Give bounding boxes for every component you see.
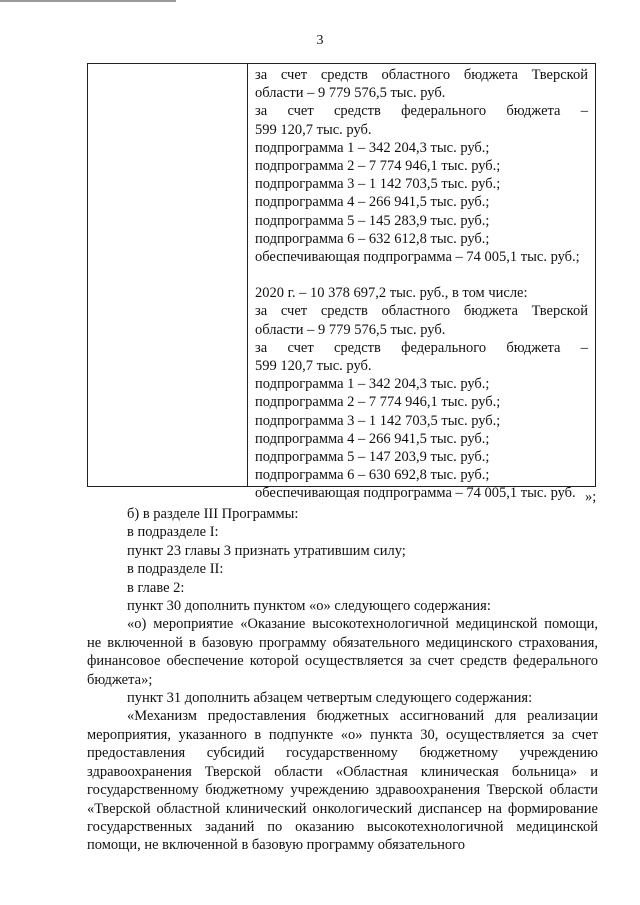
closing-quote: »; [585,489,597,505]
table-line: подпрограмма 2 – 7 774 946,1 тыс. руб.; [255,394,501,411]
table-line: подпрограмма 5 – 147 203,9 тыс. руб.; [255,448,490,465]
financing-table [87,63,596,502]
table-line: подпрограмма 5 – 145 283,9 тыс. руб.; [255,212,490,229]
paragraph-item-31: пункт 31 дополнить абзацем четвертым следующего содержания: [127,690,533,707]
scan-edge-mark [0,0,176,2]
table-right-cell [255,66,588,503]
table-line: подпрограмма 4 – 266 941,5 тыс. руб.; [255,194,490,211]
table-line: обеспечивающая подпрограмма – 74 005,1 тыс. руб.; [255,248,580,265]
paragraph-item-23: пункт 23 главы 3 признать утратившим силу; [127,542,406,559]
table-line: области – 9 779 576,5 тыс. руб. [255,321,446,338]
table-line: области – 9 779 576,5 тыс. руб. [255,85,446,102]
table-line: 599 120,7 тыс. руб. [255,358,372,374]
table-line: подпрограмма 3 – 1 142 703,5 тыс. руб.; [255,412,501,429]
page-number: 3 [316,33,324,48]
table-line: за счет средств областного бюджета Тверской [255,303,588,320]
table-line: 599 120,7 тыс. руб. [255,121,372,138]
document-body [87,505,598,855]
table-line: подпрограмма 1 – 342 204,3 тыс. руб.; [255,139,490,156]
paragraph-chapter-2: в главе 2: [127,579,185,596]
paragraph-measure-o: «о) мероприятие «Оказание высокотехнологичной медицинской помощи, не включенной в базовую программу обязательного медицинского страхования, финансовое обеспечение которой осуществляется за счет средств федерального бюджета»; [87,616,598,688]
table-line: за счет средств федерального бюджета – [255,339,588,356]
paragraph-subsection-1: в подразделе I: [127,524,219,541]
paragraph-subsection-2: в подразделе II: [127,561,224,578]
table-column-divider [247,64,248,486]
table-line: подпрограмма 4 – 266 941,5 тыс. руб.; [255,430,490,447]
table-line: подпрограмма 6 – 630 692,8 тыс. руб.; [255,467,490,484]
table-line: обеспечивающая подпрограмма – 74 005,1 тыс. руб. [255,485,576,502]
table-line: за счет средств областного бюджета Тверской [255,67,588,83]
table-line: подпрограмма 3 – 1 142 703,5 тыс. руб.; [255,176,501,193]
table-line: подпрограмма 6 – 632 612,8 тыс. руб.; [255,230,490,247]
paragraph-mechanism: «Механизм предоставления бюджетных ассигнований для реализации мероприятия, указанного в подпункте «о» пункта 30, осуществляется за счет предоставления субсидий государственному бюджетному учреждению здравоохранения Тверской области «Областная клиническая больница» и государственному бюджетному учреждению здравоохранения Тверской области «Тверской областной клинический онкологический диспансер на формирование государственных заданий по оказанию высокотехнологичной медицинской помощи, не включенной в базовую программу обязательного [87,708,598,854]
table-line: подпрограмма 2 – 7 774 946,1 тыс. руб.; [255,157,501,174]
table-line: 2020 г. – 10 378 697,2 тыс. руб., в том числе: [255,285,528,302]
table-line: за счет средств федерального бюджета – [255,103,588,120]
table-line: подпрограмма 1 – 342 204,3 тыс. руб.; [255,376,490,393]
table-blank-line [255,266,588,284]
paragraph-item-30: пункт 30 дополнить пунктом «о» следующего содержания: [127,598,491,615]
paragraph-section-iii: б) в разделе III Программы: [127,506,299,522]
